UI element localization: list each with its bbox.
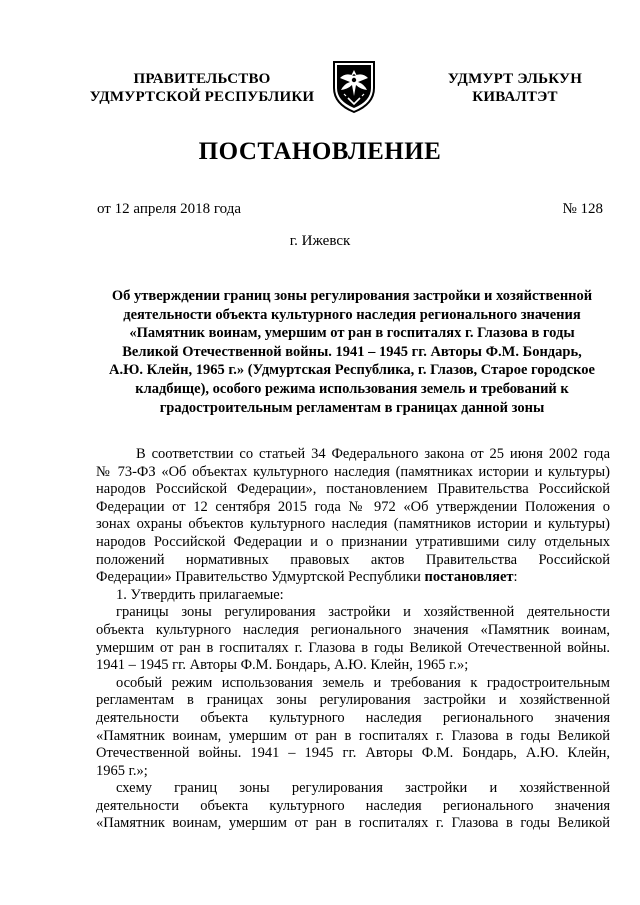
body-line: 1965 г.»;: [96, 762, 148, 779]
body-line: регламентам в границах зоны регулирования застройки и хозяйственной: [96, 692, 610, 709]
body-line: В соответствии со статьей 34 Федерального закона от 25 июня 2002 года: [136, 446, 610, 462]
body-line: Федерации от 12 сентября 2015 года № 972 «Об утверждении Положения о: [96, 498, 610, 515]
subject-line: А.Ю. Клейн, 1965 г.» (Удмуртская Республика, г. Глазов, Старое городское: [108, 362, 595, 379]
body-line: схему границ зоны регулирования застройки и хозяйственной: [116, 780, 610, 797]
body-line: Отечественной войны. 1941 – 1945 гг. Авторы Ф.М. Бондарь, А.Ю. Клейн,: [96, 745, 610, 762]
body-line: особый режим использования земель и требования к градостроительным: [116, 674, 610, 691]
body-item: 1. Утвердить прилагаемые:: [116, 586, 284, 603]
header-left: [86, 70, 318, 106]
document-number: № 128: [562, 201, 603, 217]
body-text: Федерации» Правительство Удмуртской Республики: [96, 569, 421, 586]
subject-line: Великой Отечественной войны. 1941 – 1945 гг. Авторы Ф.М. Бондарь,: [122, 343, 582, 360]
body-emphasis: постановляет: [424, 569, 514, 586]
body-text: :: [513, 569, 518, 586]
body-line: объекта культурного наследия регионального значения «Памятник воинам,: [96, 621, 610, 638]
subject-line: кладбище), особого режима использования земель и требований к: [135, 380, 569, 397]
body-line: положений нормативных правовых актов Правительства Российской: [96, 551, 610, 568]
document-subject: [92, 287, 612, 417]
header-right-line: УДМУРТ ЭЛЬКУН: [447, 71, 583, 87]
header-right-line: КИВАЛТЭТ: [472, 89, 558, 105]
document-city: г. Ижевск: [289, 233, 351, 249]
body-line: деятельности объекта культурного наследия регионального значения: [96, 797, 610, 814]
document-body: [96, 446, 610, 833]
body-line: «Памятник воинам, умершим от ран в госпиталях г. Глазова в годы Великой: [96, 727, 610, 744]
body-line: 1941 – 1945 гг. Авторы Ф.М. Бондарь, А.Ю. Клейн, 1965 г.»;: [96, 657, 469, 674]
body-line: деятельности объекта культурного наследия регионального значения: [96, 709, 610, 726]
document-title: ПОСТАНОВЛЕНИЕ: [198, 138, 442, 165]
subject-line: «Памятник воинам, умершим от ран в госпиталях г. Глазова в годы: [129, 325, 575, 342]
body-line: № 73-ФЗ «Об объектах культурного наследия (памятниках истории и культуры): [96, 463, 610, 480]
header-left-line: УДМУРТСКОЙ РЕСПУБЛИКИ: [89, 89, 315, 105]
body-line: народов Российской Федерации», постановлением Правительства Российской: [96, 481, 610, 498]
document-date: от 12 апреля 2018 года: [97, 201, 242, 217]
body-line: зонах охраны объектов культурного наследия (памятников истории и культуры): [96, 516, 610, 533]
body-line: народов Российской Федерации и о признании утратившими силу отдельных: [96, 533, 610, 550]
body-line: умершим от ран в госпиталях г. Глазова в годы Великой Отечественной войны.: [96, 639, 610, 656]
subject-line: градостроительным регламентам в границах данной зоны: [159, 399, 545, 416]
header-left-line: ПРАВИТЕЛЬСТВО: [133, 71, 271, 87]
header-right: [420, 70, 610, 106]
body-line: границы зоны регулирования застройки и хозяйственной деятельности: [116, 604, 610, 621]
subject-line: Об утверждении границ зоны регулирования застройки и хозяйственной: [111, 288, 593, 304]
body-line: [96, 569, 610, 587]
subject-line: деятельности объекта культурного наследия регионального значения: [123, 306, 581, 323]
udmurt-coat-of-arms-icon: [330, 58, 378, 114]
body-line: «Памятник воинам, умершим от ран в госпиталях г. Глазова в годы Великой: [96, 815, 610, 832]
